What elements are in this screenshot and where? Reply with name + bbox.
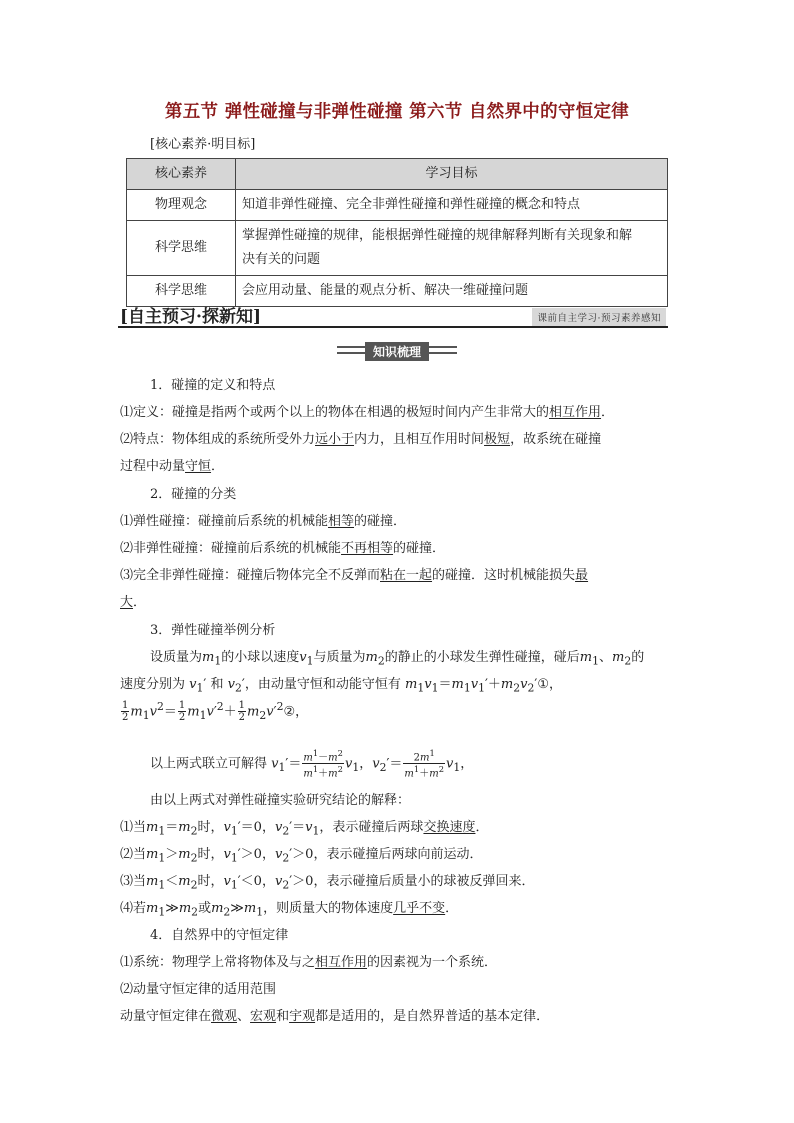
knowledge-heading-frame [337,342,457,360]
goals-table [126,158,668,307]
section-2-heading: 2．碰撞的分类 [150,487,237,502]
banner-subtitle: 课前自主学习·预习素养感知 [532,308,666,326]
energy-equation: $\frac{1}{2}$ $m_1v^2=$ $\frac{1}{2}$ $m_1v'^2+$ $\frac{1}{2}$ $m_2v'^2②$， [122,700,309,724]
conclusion-line [120,1005,549,1024]
interpretation-line: 由以上两式对弹性碰撞实验研究结论的解释： [150,793,411,808]
table-header-cell: 学习目标 [236,159,668,190]
text: ⑵非弹性碰撞：碰撞前后系统的机械能 [120,541,342,556]
table-cell [236,221,668,276]
text: ⑵特点：物体组成的系统所受外力 [120,432,316,447]
text: ，则质量大的物体速度 [263,901,394,916]
text: 或 [198,901,212,916]
text: 与质量为 [313,650,366,665]
text: ，表示碰撞后两球向前运动． [313,847,483,862]
table-cell: 科学思维 [127,221,236,276]
perfectly-inelastic-line-2 [120,591,146,610]
knowledge-heading-label: 知识梳理 [365,342,429,361]
text: ⑴定义：碰撞是指两个或两个以上的物体在相遇的极短时间内产生非常大的 [120,405,550,420]
text: 的 [631,650,645,665]
table-cell-text: 掌握弹性碰撞的规律，能根据弹性碰撞的规律解释判断有关现象和解 [242,228,633,243]
table-cell: 科学思维 [127,276,236,307]
text: ，故系统在碰撞 [510,432,602,447]
table-header-row [127,159,668,190]
section-3-heading: 3．弹性碰撞举例分析 [150,623,276,638]
text: ． [445,901,459,916]
underlined-answer: 相等 [328,514,355,529]
text: ⑶完全非弹性碰撞：碰撞后物体完全不反弹而 [120,568,381,583]
underlined-answer: 守恒 [185,459,212,474]
text: 和 [210,677,224,692]
text: ⑴系统：物理学上常将物体及与之 [120,955,316,970]
inelastic-line [120,537,445,556]
underlined-answer: 相互作用 [549,405,602,420]
text: 的碰撞． [393,541,446,556]
text: 的小球以速度 [221,650,300,665]
text: 内力，且相互作用时间 [354,432,485,447]
text: 动量守恒定律在 [120,1009,212,1024]
scope-line: ⑵动量守恒定律的适用范围 [120,982,277,997]
text: 时， [197,874,224,889]
underlined-answer: 相互作用 [315,955,368,970]
text: ①， [537,677,562,692]
text: 都是适用的，是自然界普适的基本定律． [315,1009,550,1024]
setup-line-2: 速度分别为 $v_1'$ 和 $v_2'$，由动量守恒和动能守恒有 $m_1v_1=m_1v_1'+m_2v_2'①$， [120,677,562,695]
text: ． [475,820,489,835]
text: ⑴当 [120,820,147,835]
text: 的碰撞． [354,514,407,529]
table-row [127,190,668,221]
text: ②， [283,704,309,720]
underlined-answer: 微观 [211,1009,238,1024]
text: ，表示碰撞后两球 [319,820,424,835]
table-cell-text: 决有关的问题 [242,252,321,267]
text: 的碰撞．这时机械能损失 [432,568,576,583]
underlined-answer: 极短 [484,432,511,447]
text: ． [133,595,147,610]
case-3-line: ⑶当$m_1<m_2$时，$v_1'<0$，$v_2'>0$，表示碰撞后质量小的球被反弹回来． [120,874,535,892]
text: ，表示碰撞后质量小的球被反弹回来． [313,874,535,889]
underlined-answer: 远小于 [315,432,355,447]
underlined-answer: 粘在一起 [380,568,433,583]
section-1-heading: 1．碰撞的定义和特点 [150,378,276,393]
banner-title: [自主预习·探新知] [120,307,262,327]
perfectly-inelastic-line [120,564,588,583]
text: 速度分别为 [120,677,186,692]
table-cell: 会应用动量、能量的观点分析、解决一维碰撞问题 [236,276,668,307]
text: 时， [197,820,224,835]
text: 设质量为 [150,650,203,665]
text: ⑷若 [120,901,147,916]
underlined-answer: 宏观 [250,1009,277,1024]
text: ⑴弹性碰撞：碰撞前后系统的机械能 [120,514,329,529]
text: 、 [237,1009,251,1024]
table-row [127,221,668,276]
text: ． [211,459,225,474]
section-banner [118,302,668,328]
text: 以上两式联立可解得 [150,756,268,772]
table-cell: 物理观念 [127,190,236,221]
text: ⑵当 [120,847,147,862]
text: 、 [598,650,612,665]
text: ，由动量守恒和动能守恒有 [244,677,401,692]
feature-line-2 [120,455,224,474]
table-header-cell: 核心素养 [127,159,236,190]
text: 的静止的小球发生弹性碰撞，碰后 [384,650,580,665]
underlined-answer: 几乎不变 [393,901,446,916]
knowledge-heading [0,342,794,360]
page-title: 第五节 弹性碰撞与非弹性碰撞 第六节 自然界中的守恒定律 [164,102,630,122]
underlined-answer: 不再相等 [341,541,394,556]
core-literacy-label: [核心素养·明目标] [150,137,256,152]
underlined-answer: 大 [120,595,134,610]
system-line [120,951,497,970]
elastic-line [120,510,406,529]
text: 的因素视为一个系统． [367,955,498,970]
definition-line [120,401,614,420]
case-4-line: ⑷若$m_1≫m_2$或$m_2≫m_1$，则质量大的物体速度几乎不变． [120,901,459,919]
setup-line: 设质量为$m_1$的小球以速度$v_1$与质量为$m_2$的静止的小球发生弹性碰撞，碰后$m_1$、$m_2$的 [150,650,645,668]
text: ． [601,405,615,420]
case-1-line: ⑴当$m_1=m_2$时，$v_1'=0$，$v_2'=v_1$，表示碰撞后两球交换速度． [120,820,489,838]
section-4-heading: 4．自然界中的守恒定律 [150,928,289,943]
feature-line [120,428,601,447]
text: 和 [276,1009,290,1024]
underlined-answer: 最 [575,568,589,583]
case-2-line: ⑵当$m_1>m_2$时，$v_1'>0$，$v_2'>0$，表示碰撞后两球向前运动． [120,847,483,865]
underlined-answer: 交换速度 [423,820,476,835]
text: 时， [197,847,224,862]
text: ⑶当 [120,874,147,889]
text: 过程中动量 [120,459,186,474]
underlined-answer: 宇观 [289,1009,316,1024]
solution-line: 以上两式联立可解得 $v_1'=$ $\frac{m^1-m^2}{m^1+m^2}$ $v_1$，$v_2'=$ $\frac{2m^1}{m^1+m^2}$ $v_1$， [150,748,474,780]
table-cell: 知道非弹性碰撞、完全非弹性碰撞和弹性碰撞的概念和特点 [236,190,668,221]
